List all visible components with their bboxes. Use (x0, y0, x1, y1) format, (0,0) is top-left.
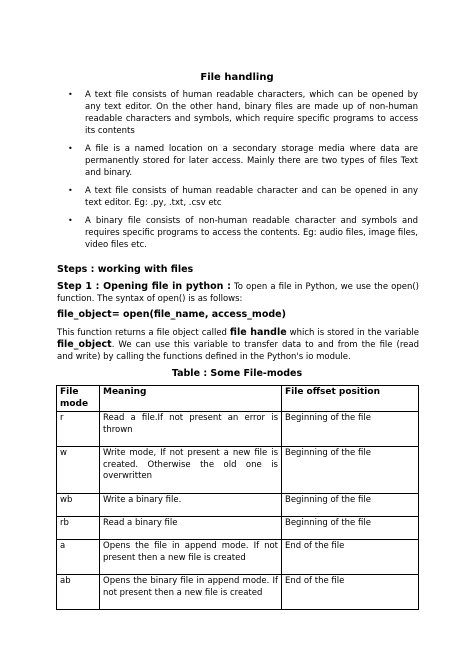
cell-meaning: Opens the binary file in append mode. If not present then a new file is created (100, 575, 282, 610)
cell-mode: a (57, 540, 100, 575)
bullet-icon: • (68, 90, 73, 99)
paragraph-text: . We can use this variable to transfer data to and from the file (read and write) by calling the functions defined in the Python's io module. (57, 340, 419, 362)
table-row (57, 412, 419, 447)
table-caption: Table : Some File-modes (171, 368, 303, 379)
bullet-icon: • (68, 216, 73, 225)
syntax-line: file_object= open(file_name, access_mode) (57, 309, 286, 320)
list-item (68, 215, 418, 251)
page-title: File handling (200, 72, 274, 83)
list-item (68, 143, 418, 179)
file-modes-table (56, 385, 419, 610)
bullet-icon: • (68, 186, 73, 195)
cell-meaning: Write mode, If not present a new file is created. Otherwise the old one is overwritten (100, 447, 282, 494)
header-file-mode: File mode (57, 386, 100, 412)
cell-offset: End of the file (282, 540, 419, 575)
cell-offset: Beginning of the file (282, 447, 419, 494)
cell-meaning: Read a binary file (100, 517, 282, 540)
bullet-text: A text file consists of human readable character and can be opened in any text editor. Eg: .py, .txt, .csv etc (85, 186, 418, 208)
step1-label: Step 1 : Opening file in python : (57, 281, 231, 292)
steps-heading: Steps : working with files (57, 264, 194, 275)
table-header-row (57, 386, 419, 412)
paragraph-text: which is stored in the variable (286, 328, 419, 338)
bullet-text: A binary file consists of non-human readable character and symbols and requires specific programs to access the contents. Eg: audio files, image files, video files etc. (85, 216, 418, 250)
cell-mode: w (57, 447, 100, 494)
table-row (57, 494, 419, 517)
paragraph-term-file-object: file_object (57, 339, 112, 350)
cell-mode: ab (57, 575, 100, 610)
cell-offset: Beginning of the file (282, 517, 419, 540)
bullet-list (68, 89, 418, 257)
cell-offset: Beginning of the file (282, 412, 419, 447)
header-meaning: Meaning (100, 386, 282, 412)
step1-paragraph (57, 281, 419, 305)
cell-mode: rb (57, 517, 100, 540)
cell-meaning: Read a file.If not present an error is thrown (100, 412, 282, 447)
table-row (57, 575, 419, 610)
bullet-icon: • (68, 144, 73, 153)
step1-text: To open a file in Python, we use the open() function. The syntax of open() is as follows: (57, 282, 419, 304)
bullet-text: A text file consists of human readable characters, which can be opened by any text editor. On the other hand, binary files are made up of non-human readable characters and symbols, which require specific programs to access its contents (85, 90, 418, 136)
paragraph-text: This function returns a file object called (57, 328, 230, 338)
cell-meaning: Opens the file in append mode. If not present then a new file is created (100, 540, 282, 575)
cell-offset: End of the file (282, 575, 419, 610)
table-row (57, 517, 419, 540)
description-paragraph (57, 327, 419, 363)
cell-meaning: Write a binary file. (100, 494, 282, 517)
cell-mode: wb (57, 494, 100, 517)
list-item (68, 185, 418, 209)
bullet-text: A file is a named location on a secondary storage media where data are permanently stored for later access. Mainly there are two types of files Text and binary. (85, 144, 418, 178)
cell-mode: r (57, 412, 100, 447)
header-offset: File offset position (282, 386, 419, 412)
paragraph-term-file-handle: file handle (229, 327, 287, 338)
cell-offset: Beginning of the file (282, 494, 419, 517)
table-row (57, 447, 419, 494)
list-item (68, 89, 418, 137)
table-row (57, 540, 419, 575)
